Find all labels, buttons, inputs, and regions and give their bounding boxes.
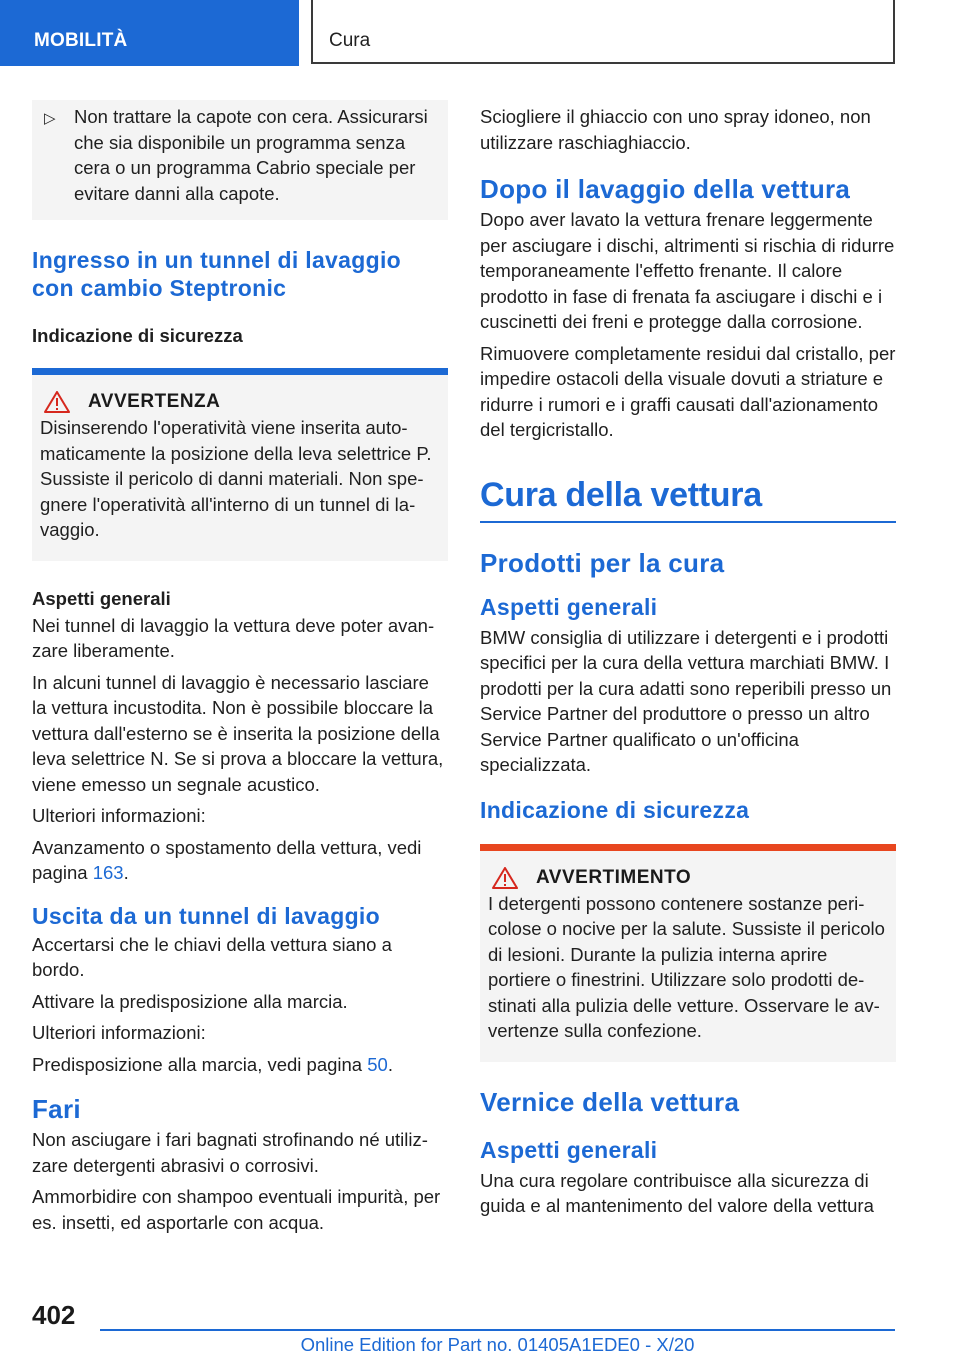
chapter-tab <box>311 0 895 64</box>
warning-text: I detergenti possono contenere sostanze pericolose o nocive per la salute. Sussiste il pericolo di lesioni. Durante la pulizia interna aprire portiere o finestrini. Utilizzare solo prodotti destinati alla pulizia delle vetture. Osservare le avvertenze sulla confezione. <box>488 892 885 1041</box>
page-link-163[interactable]: 163 <box>92 862 124 883</box>
heading-general: Aspetti generali <box>480 1136 658 1163</box>
paragraph: Attivare la predisposizione alla marcia. <box>32 990 348 1012</box>
page-link-50[interactable]: 50 <box>367 1053 388 1075</box>
heading-safety: Indicazione di sicurezza <box>480 796 750 823</box>
warning-box <box>480 844 896 1062</box>
warning-title: AVVERTIMENTO <box>536 866 692 888</box>
note-text: Non trattare la capote con cera. Assicurarsi che sia disponibile un programma senza cera o un programma Cabrio speciale per evitare danni alla capote. <box>74 106 428 204</box>
paragraph: Ulteriori informazioni: <box>32 805 206 826</box>
paragraph: Ulteriori informazioni: <box>32 1022 206 1043</box>
chapter-title: Cura <box>329 30 371 51</box>
paragraph: Ammorbidire con shampoo eventuali impurità, per es. insetti, ed asportarle con acqua. <box>32 1186 441 1233</box>
paragraph: Dopo aver lavato la vettura frenare leggermente per asciugare i dischi, altrimenti si rischia di ridurre temporaneamente l'effetto frenante. Il calore prodotto in fase di frenata fa asciugare i dischi e i cuscinetti dei freni e protegge dalla corrosione. <box>480 209 895 332</box>
right-column <box>480 104 896 1225</box>
heading-steptronic: Ingresso in un tunnel di lavaggio con cambio Steptronic <box>32 247 401 301</box>
section-tab <box>0 0 299 66</box>
chapter-heading-care: Cura della vettura <box>480 475 896 523</box>
warning-text: Disinserendo l'operatività viene inserita automaticamente la posizione della leva selettrice P. Sussiste il pericolo di danni materiali. Non spegnere l'operatività all'interno di un tunnel di lavaggio. <box>40 417 432 540</box>
left-column <box>32 100 448 1241</box>
heading-products: Prodotti per la cura <box>480 547 725 578</box>
edition-footer: Online Edition for Part no. 01405A1EDE0 - X/20 <box>300 1334 695 1355</box>
heading-general: Aspetti generali <box>32 587 171 609</box>
paragraph: In alcuni tunnel di lavaggio è necessario lasciare la vettura incustodita. Non è possibile bloccare la vettura dall'esterno se è inserita la posizione della leva selettrice N. Se si prova a bloccare la vettura, viene emesso un segnale acustico. <box>32 671 444 795</box>
paragraph: Una cura regolare contribuisce alla sicurezza di guida e al mantenimento del valore della vettura <box>480 1169 874 1216</box>
warning-title: AVVERTENZA <box>88 391 221 412</box>
warning-triangle-icon <box>44 391 70 413</box>
footer-divider <box>100 1329 895 1331</box>
paragraph: Rimuovere completamente residui dal cristallo, per impedire ostacoli della visuale dovuti a striature e ridurre i rumori e i graffi causati dall'azionamento del tergicristallo. <box>480 342 896 440</box>
paragraph: Non asciugare i fari bagnati strofinando né utilizzare detergenti abrasivi o corrosivi. <box>32 1129 428 1176</box>
paragraph: Nei tunnel di lavaggio la vettura deve poter avanzare liberamente. <box>32 614 435 661</box>
heading-exit: Uscita da un tunnel di lavaggio <box>32 902 380 929</box>
paragraph: Accertarsi che le chiavi della vettura siano a bordo. <box>32 933 392 980</box>
paragraph-reference: Avanzamento o spostamento della vettura, vedi pagina 163. <box>32 836 422 883</box>
heading-general: Aspetti generali <box>480 593 658 620</box>
paragraph: Sciogliere il ghiaccio con uno spray idoneo, non utilizzare raschiaghiaccio. <box>480 106 871 153</box>
heading-after-wash: Dopo il lavaggio della vettura <box>480 174 851 204</box>
paragraph-reference: Predisposizione alla marcia, vedi pagina 50. <box>32 1053 393 1075</box>
heading-lights: Fari <box>32 1094 81 1124</box>
paragraph: BMW consiglia di utilizzare i detergenti e i prodotti specifici per la cura della vettura marchiati BMW. I prodotti per la cura adatti sono reperibili presso un Service Partner del produttore o presso un altro Service Partner qualificato o un'officina specializzata. <box>480 626 892 775</box>
section-title: MOBILITÀ <box>34 30 128 51</box>
warning-triangle-icon <box>492 867 518 889</box>
page-number: 402 <box>32 1300 76 1330</box>
warning-box <box>32 368 448 561</box>
triangle-bullet-icon: ▷ <box>44 110 56 127</box>
heading-paint: Vernice della vettura <box>480 1086 740 1117</box>
note-box <box>32 100 448 220</box>
heading-safety: Indicazione di sicurezza <box>32 325 243 346</box>
